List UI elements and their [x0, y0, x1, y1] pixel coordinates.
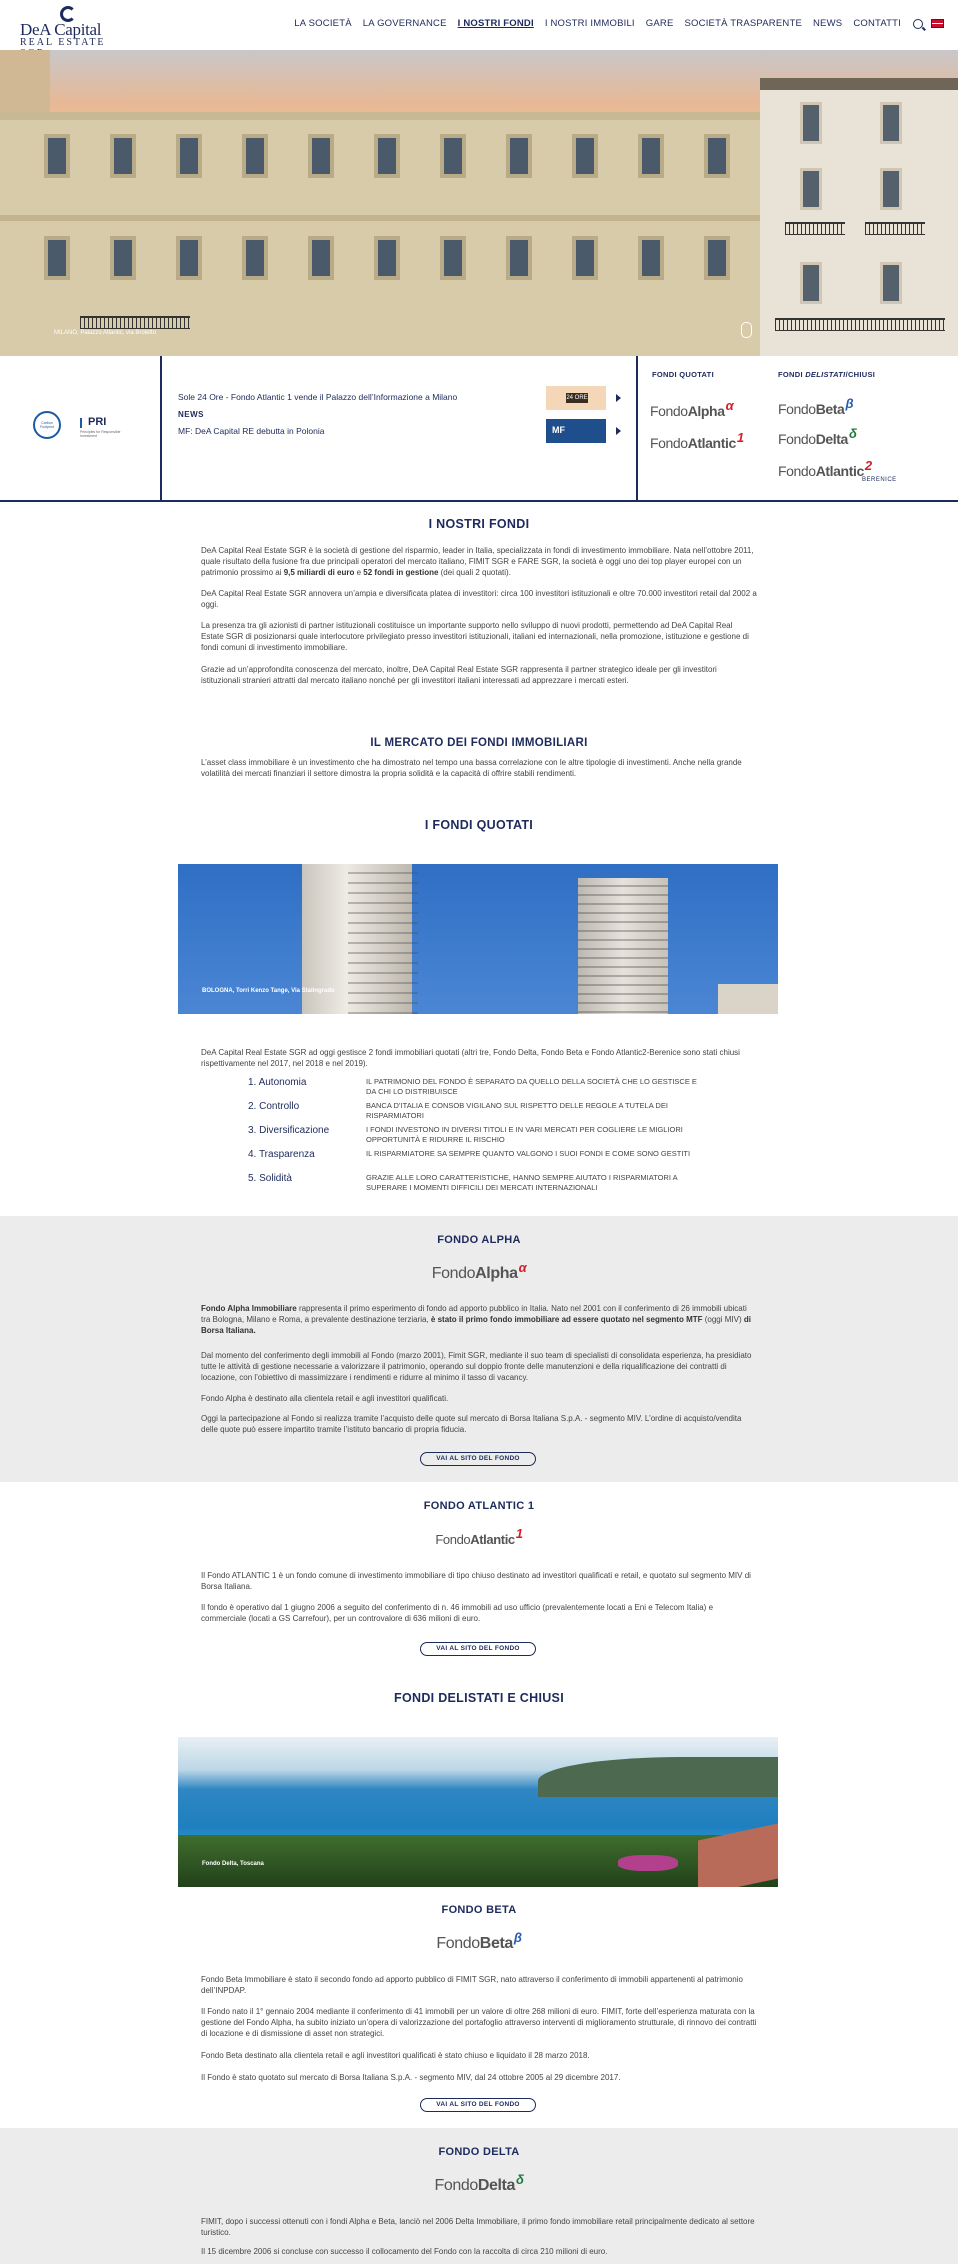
facade-window	[638, 134, 664, 178]
facade-window	[44, 134, 70, 178]
mercato-title: IL MERCATO DEI FONDI IMMOBILIARI	[370, 737, 588, 749]
news-arrow-icon[interactable]	[616, 394, 621, 402]
balcony-rail	[865, 222, 925, 235]
tower-window	[880, 102, 902, 144]
news-column	[162, 356, 638, 500]
low-building	[718, 984, 778, 1014]
facade-window	[506, 134, 532, 178]
facade-window	[44, 236, 70, 280]
roof	[698, 1823, 778, 1887]
tower-window	[880, 168, 902, 210]
fondo-atlantic-logo[interactable]: FondoAtlantic$^1$	[650, 430, 744, 451]
fondi-delistati-column	[768, 356, 958, 500]
alpha-paragraph: Fondo Alpha è destinato alla clientela retail e agli investitori qualificati.	[201, 1394, 449, 1403]
mercato-paragraph: L’asset class immobiliare è un investimento che ha dimostrato nel tempo una bassa correlazione con le altre tipologie di investimenti. Anche nella grande volatilità dei mercati finanziari il settore dimostra la propria solidità e la capacità di offrire stabili rendimenti.	[201, 758, 742, 778]
news-thumb-24ore[interactable]	[546, 386, 606, 410]
thumb-label: MF	[552, 425, 565, 435]
list-controllo: 2. Controllo	[248, 1101, 300, 1112]
beta-paragraph: Il Fondo nato il 1° gennaio 2004 mediante il conferimento di 41 immobili per un valore di oltre 268 milioni di euro. FIMIT, forte dell’esperienza maturata con la gestione del Fondo Alpha, ha subito iniziato un’opera di valorizzazione del portafoglio attraverso interventi di miglioramento strutturale, di rinnovo dei contratti di locazione e di dismissione di asset non strategici.	[201, 2007, 757, 2038]
pri-subtitle: Principles for Responsible Investment	[80, 430, 121, 438]
beta-logo: FondoBeta$^\beta$	[436, 1930, 522, 1952]
nostri-fondi-paragraph: DeA Capital Real Estate SGR è la società di gestione del risparmio, leader in Italia, specializzata in fondi di investimento immobiliare. Nata nell’ottobre 2011, quale risultato della fusione fra due principali operatori del mercato italiano, FIMIT SGR e FARE SGR, la società è oggi uno dei top player europei con un patrimonio prossimo ai 9,5 miliardi di euro e 52 fondi in gestione (dei quali 2 quotati).	[201, 546, 754, 577]
balcony-rail	[775, 318, 945, 331]
atlantic-paragraph: Il fondo è operativo dal 1 giugno 2006 a seguito del conferimento di n. 46 immobili ad uso ufficio (prevalentemente locati a Eni e Telecom Italia) e commerciale (locati a GS Carrefour), per un controvalore di 636 milioni di euro.	[201, 1603, 714, 1623]
facade-window	[242, 236, 268, 280]
certifications-column	[0, 356, 162, 500]
list-trasparenza: 4. Trasparenza	[248, 1149, 315, 1160]
delta-logo: FondoDelta$^\delta$	[434, 2172, 524, 2194]
flowers	[618, 1855, 678, 1871]
facade-window	[638, 236, 664, 280]
alpha-logo: FondoAlpha$^\alpha$	[431, 1260, 527, 1282]
nostri-fondi-paragraph: Grazie ad un’approfondita conoscenza del mercato, inoltre, DeA Capital Real Estate SGR rappresenta il partner strategico ideale per gli investitori istituzionali stranieri attratti dal mercato italiano nonché per gli investitori italiani interessati ad apprezzare i mercati esteri.	[201, 665, 717, 685]
scroll-down-icon[interactable]	[741, 322, 752, 338]
facade-window	[110, 236, 136, 280]
facade-window	[110, 134, 136, 178]
vegetation	[178, 1835, 778, 1887]
balcony-rail	[785, 222, 845, 235]
list-diversificazione-text: I FONDI INVESTONO IN DIVERSI TITOLI E IN VARI MERCATI PER COGLIERE LE MIGLIORI OPPORTUNITÀ E RIDURRE IL RISCHIO	[366, 1125, 683, 1144]
facade-window	[704, 236, 730, 280]
alpha-title: FONDO ALPHA	[437, 1234, 521, 1246]
search-icon[interactable]	[913, 19, 923, 29]
nostri-fondi-paragraph: La presenza tra gli azionisti di partner istituzionali costituisce un importante supporto nello sviluppo di nuovi prodotti, permettendo ad DeA Capital Real Estate SGR di posizionarsi quale interlocutore privilegiato presso investitori istituzionali, italiani ed internazionali, nella promozione, istituzione e gestione di fondi comuni di investimento immobiliare.	[201, 621, 749, 652]
facade-band	[0, 215, 760, 221]
tower-window	[800, 262, 822, 304]
thumb-label: 24 ORE	[566, 395, 588, 401]
nav-i-nostri-immobili[interactable]: I NOSTRI IMMOBILI	[544, 18, 635, 29]
nav-contatti[interactable]: CONTATTI	[853, 18, 901, 29]
facade-window	[176, 134, 202, 178]
tower-left-floors	[348, 864, 418, 1014]
hero-image	[0, 50, 958, 356]
beta-site-button[interactable]: VAI AL SITO DEL FONDO	[420, 2098, 536, 2112]
uk-flag-icon[interactable]	[931, 19, 944, 28]
facade-window	[440, 236, 466, 280]
dea-capital-logo[interactable]	[20, 6, 120, 46]
fondo-beta-logo[interactable]: FondoBeta$^\beta$	[778, 396, 854, 417]
quotati-intro: DeA Capital Real Estate SGR ad oggi gestisce 2 fondi immobiliari quotati (altri tre, Fondo Delta, Fondo Beta e Fondo Atlantic2-Berenice sono stati chiusi rispettivamente nel 2017, nel 2018 e nel 2019).	[201, 1048, 740, 1068]
facade-window	[572, 236, 598, 280]
list-diversificazione: 3. Diversificazione	[248, 1125, 330, 1136]
fondo-atlantic2-logo[interactable]: FondoAtlantic$^2$	[778, 458, 872, 479]
facade-window	[242, 134, 268, 178]
news-heading: NEWS	[178, 410, 204, 419]
delta-title: FONDO DELTA	[438, 2146, 520, 2158]
tower-right-floors	[578, 878, 668, 1014]
alpha-paragraph: Dal momento del conferimento degli immobili al Fondo (marzo 2001), Fimit SGR, mediante il suo team di specialisti di consolidata esperienza, ha presidiato tutte le attività di gestione necessarie a valorizzare il patrimonio, operando sul doppio fronte delle manutenzioni e della riqualificazione dei contratti di locazione, con l’obiettivo di massimizzare i rendimenti e ridurre al minimo il tasso di vacancy.	[201, 1351, 752, 1382]
list-autonomia: 1. Autonomia	[248, 1077, 307, 1088]
fondo-alpha-section	[0, 1216, 958, 1482]
news-thumb-mf[interactable]	[546, 419, 606, 443]
tower-window	[800, 168, 822, 210]
news-arrow-icon[interactable]	[616, 427, 621, 435]
facade-window	[308, 236, 334, 280]
nostri-fondi-title: I NOSTRI FONDI	[428, 517, 530, 531]
balcony-rail	[80, 316, 190, 329]
facade-window	[374, 236, 400, 280]
nav-news[interactable]: NEWS	[813, 18, 843, 29]
nav-la-societa[interactable]: LA SOCIETÀ	[294, 18, 352, 29]
news-item-title[interactable]: Sole 24 Ore - Fondo Atlantic 1 vende il Palazzo dell’Informazione a Milano	[178, 392, 458, 402]
facade-window	[308, 134, 334, 178]
beta-title: FONDO BETA	[441, 1904, 517, 1916]
toscana-coast-photo	[178, 1737, 778, 1887]
nav-societa-trasparente[interactable]: SOCIETÀ TRASPARENTE	[684, 18, 802, 29]
delta-paragraph: Il 15 dicembre 2006 si concluse con successo il collocamento del Fondo con la raccolta di circa 210 milioni di euro.	[201, 2247, 608, 2256]
site-header	[0, 0, 958, 50]
photo-caption: BOLOGNA, Torri Kenzo Tange, Via Stalingrado	[202, 988, 335, 994]
main-nav	[283, 18, 944, 29]
bologna-towers-photo	[178, 864, 778, 1014]
nav-gare[interactable]: GARE	[645, 18, 674, 29]
tower-window	[800, 102, 822, 144]
facade-window	[440, 134, 466, 178]
certification-badge[interactable]	[33, 411, 61, 439]
photo-caption: Fondo Delta, Toscana	[202, 1861, 264, 1867]
beta-paragraph: Fondo Beta Immobiliare è stato il secondo fondo ad apporto pubblico di FIMIT SGR, nato attraverso il conferimento di immobili appartenenti al patrimonio dell’INPDAP.	[201, 1975, 743, 1995]
hero-caption: MILANO, Palazzo Atlantic, via Broletto	[54, 330, 157, 336]
info-band	[0, 356, 958, 502]
tower-window	[880, 262, 902, 304]
berenice-label: BERENICE	[862, 477, 897, 483]
fondo-delta-logo[interactable]: FondoDelta$^\delta$	[778, 426, 857, 447]
logo-main-text: DeA Capital	[20, 20, 102, 39]
facade-window	[506, 236, 532, 280]
pri-logo[interactable]: PRI	[88, 416, 107, 428]
facade-window	[704, 134, 730, 178]
pri-mark-icon	[80, 418, 88, 428]
badge-text: Carbon Footprint	[40, 421, 54, 429]
delta-paragraph: FIMIT, dopo i successi ottenuti con i fondi Alpha e Beta, lanciò nel 2006 Delta Immobiliare, il primo fondo immobiliare retail principalmente dedicato al settore turistico.	[201, 2217, 755, 2237]
list-trasparenza-text: IL RISPARMIATORE SA SEMPRE QUANTO VALGONO I SUOI FONDI E COME SONO GESTITI	[366, 1149, 691, 1158]
atlantic-title: FONDO ATLANTIC 1	[423, 1500, 535, 1512]
news-item-title[interactable]: MF: DeA Capital RE debutta in Polonia	[178, 426, 325, 436]
nav-i-nostri-fondi[interactable]: I NOSTRI FONDI	[457, 18, 534, 29]
alpha-paragraph: Fondo Alpha Immobiliare rappresenta il primo esperimento di fondo ad apporto pubblico in Italia. Nato nel 2001 con il conferimento di 26 immobili ubicati tra Bologna, Milano e Roma, a prevalente destinazione terziaria, è stato il primo fondo immobiliare ad essere quotato nel segmento MTF (oggi MIV) di Borsa Italiana.	[201, 1304, 751, 1335]
alpha-paragraph: Oggi la partecipazione al Fondo si realizza tramite l’acquisto delle quote sul mercato di Borsa Italiana S.p.A. - segmento MIV. L’ordine di acquisto/vendita delle quote può essere impartito tramite l’istituto bancario di propria fiducia.	[201, 1414, 742, 1434]
list-autonomia-text: IL PATRIMONIO DEL FONDO È SEPARATO DA QUELLO DELLA SOCIETÀ CHE LO GESTISCE E DA CHI LO DISTRIBUISCE	[366, 1077, 697, 1096]
fondi-delistati-heading: FONDI DELISTATI/CHIUSI	[778, 370, 876, 379]
quotati-title: I FONDI QUOTATI	[424, 818, 534, 832]
logo-sub-text: REAL ESTATE	[20, 37, 106, 48]
fondi-quotati-column	[638, 356, 768, 500]
beta-paragraph: Il Fondo è stato quotato sul mercato di Borsa Italiana S.p.A. - segmento MIV, dal 24 ottobre 2005 al 29 dicembre 2017.	[201, 2073, 621, 2082]
list-controllo-text: BANCA D’ITALIA E CONSOB VIGILANO SUL RISPETTO DELLE REGOLE A TUTELA DEI RISPARMIATORI	[366, 1101, 668, 1120]
atlantic-logo: FondoAtlantic$^1$	[435, 1526, 523, 1547]
atlantic-paragraph: Il Fondo ATLANTIC 1 è un fondo comune di investimento immobiliare di tipo chiuso destinato ad investitori qualificati e retail, e quotato sul segmento MIV di Borsa Italiana.	[201, 1571, 751, 1591]
atlantic-site-button[interactable]: VAI AL SITO DEL FONDO	[420, 1642, 536, 1656]
facade-window	[572, 134, 598, 178]
alpha-site-button[interactable]: VAI AL SITO DEL FONDO	[420, 1452, 536, 1466]
nostri-fondi-paragraph: DeA Capital Real Estate SGR annovera un’ampia e diversificata platea di investitori: circa 100 investitori istituzionali e oltre 70.000 investitori retail dal 2002 a oggi.	[201, 589, 757, 609]
fondi-quotati-heading: FONDI QUOTATI	[652, 370, 714, 379]
list-solidita-text: GRAZIE ALLE LORO CARATTERISTICHE, HANNO SEMPRE AIUTATO I RISPARMIATORI A SUPERARE I MOMENTI DIFFICILI DEI MERCATI INTERNAZIONALI	[366, 1173, 678, 1192]
delistati-title: FONDI DELISTATI E CHIUSI	[394, 1691, 564, 1705]
fondo-alpha-logo[interactable]: FondoAlpha$^\alpha$	[650, 398, 734, 419]
beta-paragraph: Fondo Beta destinato alla clientela retail e agli investitori qualificati è stato chiuso e liquidato il 28 marzo 2018.	[201, 2051, 590, 2060]
nav-la-governance[interactable]: LA GOVERNANCE	[362, 18, 447, 29]
list-solidita: 5. Solidità	[248, 1173, 292, 1184]
facade-window	[374, 134, 400, 178]
headland	[538, 1757, 778, 1797]
facade-window	[176, 236, 202, 280]
